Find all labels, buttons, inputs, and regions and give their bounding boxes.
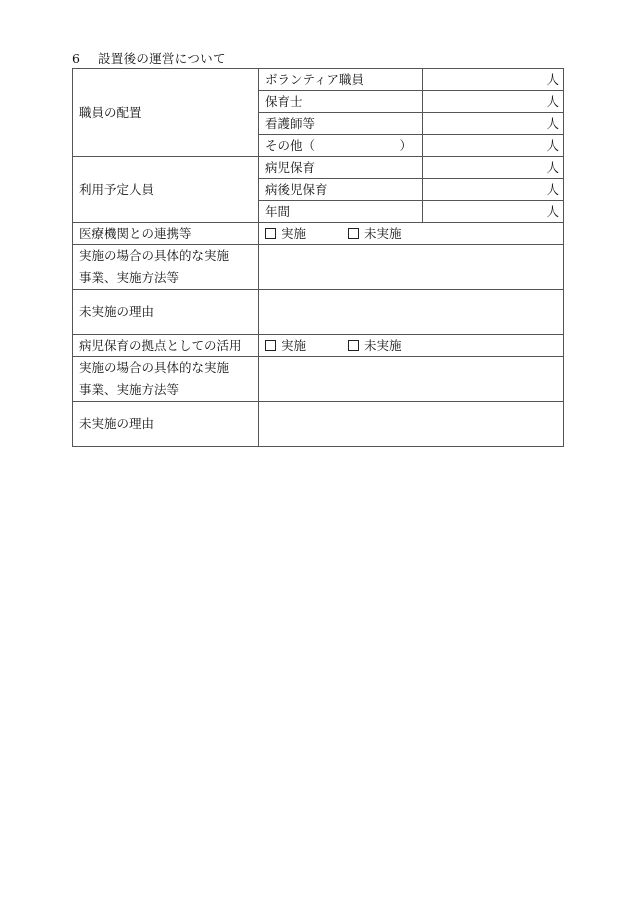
staff-other-open: その他（ <box>265 137 316 153</box>
section-title: 設置後の運営について <box>98 51 226 66</box>
users-section-label: 利用予定人員 <box>73 157 259 223</box>
medical-reason-label: 未実施の理由 <box>73 290 259 335</box>
users-recovering-child-label: 病後児保育 <box>259 179 423 201</box>
base-usage-options <box>259 335 564 357</box>
base-detail-label-line-2: 事業、実施方法等 <box>79 382 180 397</box>
base-detail-label-line-1: 実施の場合の具体的な実施 <box>79 360 230 375</box>
section-number: 6 <box>72 51 81 66</box>
base-not-implemented-checkbox[interactable] <box>348 338 402 354</box>
users-annual-label: 年間 <box>259 201 423 223</box>
base-implemented-label: 実施 <box>281 337 307 353</box>
staff-other-count-field[interactable]: 人 <box>423 135 564 157</box>
medical-not-implemented-label: 未実施 <box>364 225 402 241</box>
staff-other-close: ） <box>399 137 412 153</box>
staff-section-label: 職員の配置 <box>73 69 259 157</box>
base-implemented-checkbox[interactable] <box>265 338 306 354</box>
staff-volunteer-count-field[interactable]: 人 <box>423 69 564 91</box>
table-row <box>73 335 564 357</box>
checkbox-icon <box>348 228 359 239</box>
checkbox-icon <box>265 340 276 351</box>
base-detail-label <box>73 357 259 402</box>
table-row <box>73 157 564 179</box>
checkbox-icon <box>348 340 359 351</box>
table-row <box>73 402 564 447</box>
staff-nurse-count-field[interactable]: 人 <box>423 113 564 135</box>
staff-nursery-teacher-count-field[interactable]: 人 <box>423 91 564 113</box>
table-row <box>73 245 564 290</box>
base-not-implemented-label: 未実施 <box>364 337 402 353</box>
base-usage-label: 病児保育の拠点としての活用 <box>73 335 259 357</box>
base-detail-field[interactable] <box>259 357 564 402</box>
users-annual-count-field[interactable]: 人 <box>423 201 564 223</box>
medical-detail-label-line-2: 事業、実施方法等 <box>79 270 180 285</box>
medical-implemented-label: 実施 <box>281 225 307 241</box>
users-sick-child-count-field[interactable]: 人 <box>423 157 564 179</box>
checkbox-icon <box>265 228 276 239</box>
table-row <box>73 357 564 402</box>
base-reason-label: 未実施の理由 <box>73 402 259 447</box>
table-row <box>73 290 564 335</box>
operation-form-table <box>72 68 564 447</box>
staff-nurse-label: 看護師等 <box>259 113 423 135</box>
section-heading <box>72 49 226 67</box>
medical-not-implemented-checkbox[interactable] <box>348 226 402 242</box>
medical-detail-label <box>73 245 259 290</box>
base-reason-field[interactable] <box>259 402 564 447</box>
medical-implemented-checkbox[interactable] <box>265 226 306 242</box>
staff-nursery-teacher-label: 保育士 <box>259 91 423 113</box>
medical-cooperation-options <box>259 223 564 245</box>
users-sick-child-label: 病児保育 <box>259 157 423 179</box>
medical-detail-field[interactable] <box>259 245 564 290</box>
table-row <box>73 223 564 245</box>
medical-reason-field[interactable] <box>259 290 564 335</box>
medical-cooperation-label: 医療機関との連携等 <box>73 223 259 245</box>
medical-detail-label-line-1: 実施の場合の具体的な実施 <box>79 248 230 263</box>
users-recovering-child-count-field[interactable]: 人 <box>423 179 564 201</box>
staff-other-label[interactable] <box>259 135 423 157</box>
table-row <box>73 69 564 91</box>
staff-volunteer-label: ボランティア職員 <box>259 69 423 91</box>
